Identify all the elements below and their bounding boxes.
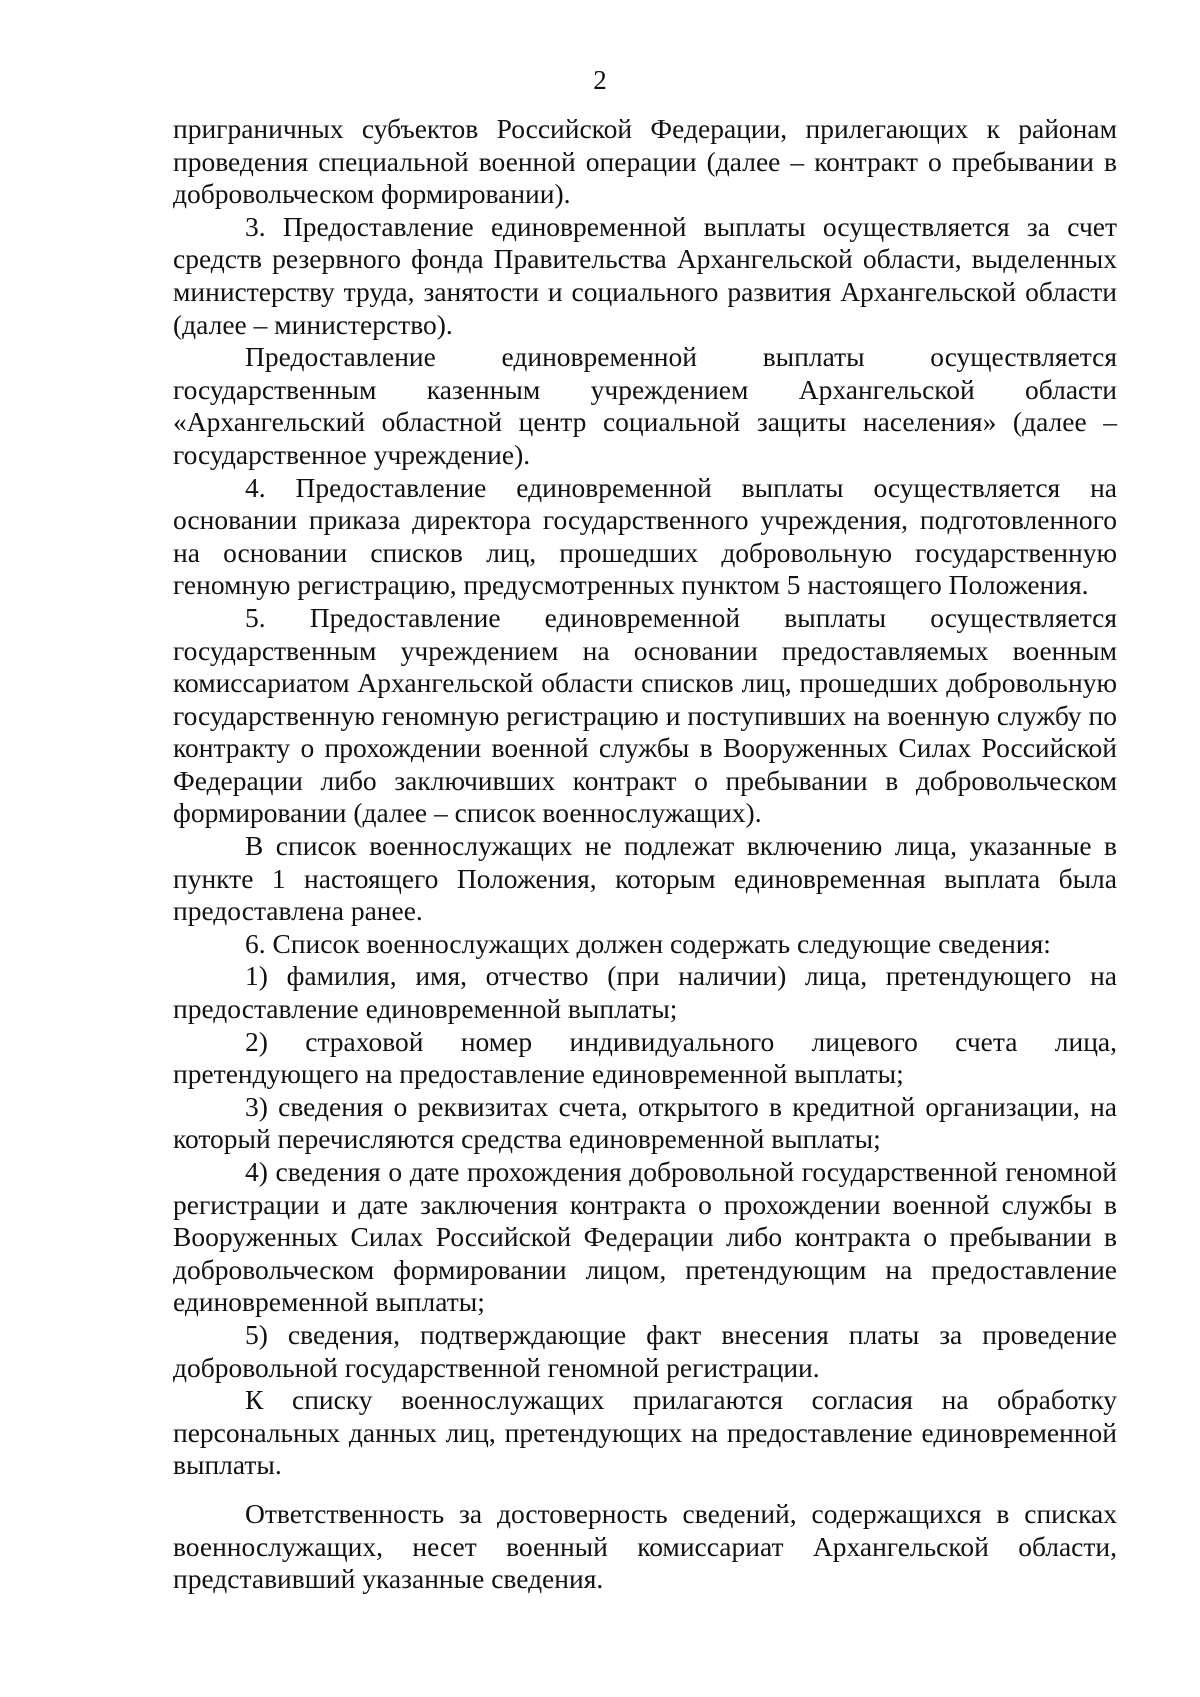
page-number: 2 [593, 65, 607, 95]
list-item-5: 5) сведения, подтверждающие факт внесения платы за проведение добровольной государственной геномной регистрации. [173, 1318, 1117, 1383]
paragraph-item-5-continued: В список военнослужащих не подлежат включению лица, указанные в пункте 1 настоящего Положения, которым единовременная выплата была предоставлена ранее. [173, 830, 1117, 927]
paragraph-responsibility: Ответственность за достоверность сведений, содержащихся в списках военнослужащих, несет военный комиссариат Архангельской области, представивший указанные сведения. [173, 1497, 1117, 1595]
paragraph-item-6: 6. Список военнослужащих должен содержать следующие сведения: [245, 927, 1051, 959]
document-body [173, 113, 1117, 1596]
paragraph-item-4: 4. Предоставление единовременной выплаты осуществляется на основании приказа директора государственного учреждения, подготовленного на основании списков лиц, прошедших добровольную государственную геномную регистрацию, предусмотренных пунктом 5 настоящего Положения. [173, 471, 1117, 601]
list-item-2: 2) страховой номер индивидуального лицевого счета лица, претендующего на предоставление единовременной выплаты; [173, 1025, 1117, 1090]
paragraph-continuation: приграничных субъектов Российской Федерации, прилегающих к районам проведения специальной военной операции (далее – контракт о пребывании в добровольческом формировании). [173, 113, 1117, 210]
paragraph-item-3: 3. Предоставление единовременной выплаты осуществляется за счет средств резервного фонда Правительства Архангельской области, выделенных министерству труда, занятости и социального развития Архангельской области (далее – министерство). [173, 210, 1117, 340]
paragraph-item-3-continued: Предоставление единовременной выплаты осуществляется государственным казенным учреждением Архангельской области «Архангельский областной центр социальной защиты населения» (далее – государственное учреждение). [173, 341, 1117, 470]
list-item-3: 3) сведения о реквизитах счета, открытого в кредитной организации, на который перечисляются средства единовременной выплаты; [173, 1090, 1117, 1155]
list-item-1: 1) фамилия, имя, отчество (при наличии) лица, претендующего на предоставление единовременной выплаты; [173, 960, 1117, 1025]
list-item-4: 4) сведения о дате прохождения добровольной государственной геномной регистрации и дате заключения контракта о прохождении военной службы в Вооруженных Силах Российской Федерации либо контракта о пребывании в добровольческом формировании лицом, претендующим на предоставление единовременной выплаты; [173, 1156, 1117, 1318]
paragraph-item-5: 5. Предоставление единовременной выплаты осуществляется государственным учреждением на основании предоставляемых военным комиссариатом Архангельской области списков лиц, прошедших добровольную государственную геномную регистрацию и поступивших на военную службу по контракту о прохождении военной службы в Вооруженных Силах Российской Федерации либо заключивших контракт о пребывании в добровольческом формировании (далее – список военнослужащих). [173, 601, 1117, 829]
paragraph-attachments: К списку военнослужащих прилагаются согласия на обработку персональных данных лиц, претендующих на предоставление единовременной выплаты. [173, 1384, 1117, 1481]
